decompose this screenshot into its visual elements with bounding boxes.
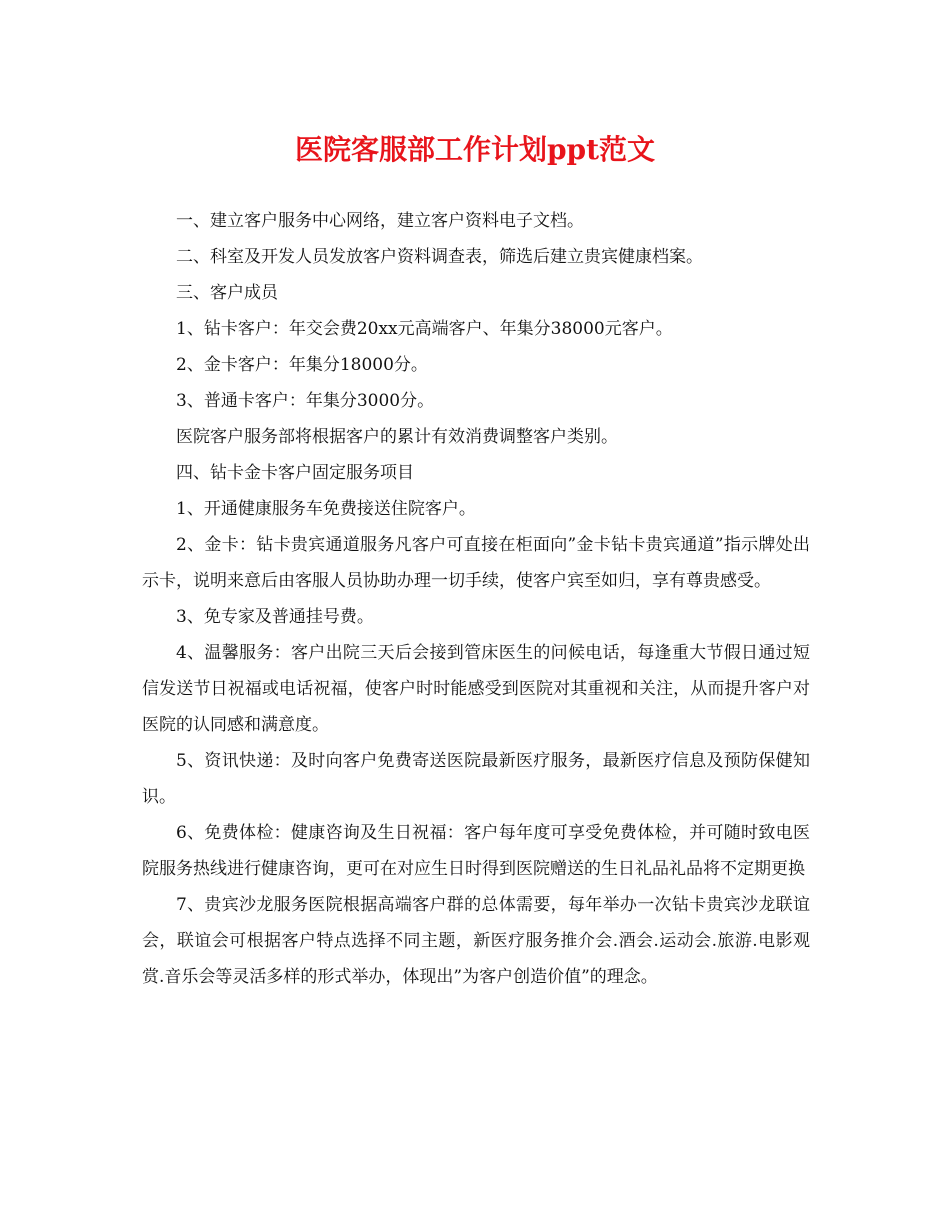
paragraph: 2、金卡：钻卡贵宾通道服务凡客户可直接在柜面向”金卡钻卡贵宾通道”指示牌处出示卡，说明来意后由客服人员协助办理一切手续，使客户宾至如归，享有尊贵感受。 (142, 535, 810, 591)
paragraph: 5、资讯快递：及时向客户免费寄送医院最新医疗服务，最新医疗信息及预防保健知识。 (142, 751, 810, 807)
paragraph: 1、钻卡客户：年交会费20xx元高端客户、年集分38000元客户。 (176, 319, 673, 339)
paragraph: 7、贵宾沙龙服务医院根据高端客户群的总体需要，每年举办一次钻卡贵宾沙龙联谊会，联谊会可根据客户特点选择不同主题，新医疗服务推介会.酒会.运动会.旅游.电影观赏.音乐会等灵活多样的形式举办，体现出”为客户创造价值”的理念。 (142, 895, 810, 987)
paragraph: 四、钻卡金卡客户固定服务项目 (176, 463, 414, 483)
paragraph: 二、科室及开发人员发放客户资料调查表，筛选后建立贵宾健康档案。 (176, 247, 703, 267)
paragraph: 6、免费体检：健康咨询及生日祝福：客户每年度可享受免费体检，并可随时致电医院服务热线进行健康咨询，更可在对应生日时得到医院赠送的生日礼品礼品将不定期更换 (142, 823, 810, 879)
paragraph: 2、金卡客户：年集分18000分。 (176, 355, 428, 375)
paragraph: 医院客户服务部将根据客户的累计有效消费调整客户类别。 (176, 427, 618, 447)
document-body (142, 203, 810, 995)
paragraph: 3、免专家及普通挂号费。 (176, 607, 374, 627)
paragraph: 1、开通健康服务车免费接送住院客户。 (176, 499, 476, 519)
paragraph: 4、温馨服务：客户出院三天后会接到管床医生的问候电话，每逢重大节假日通过短信发送节日祝福或电话祝福，使客户时时能感受到医院对其重视和关注，从而提升客户对医院的认同感和满意度。 (142, 643, 810, 735)
document-title: 医院客服部工作计划ppt范文 (294, 133, 656, 166)
paragraph: 一、建立客户服务中心网络，建立客户资料电子文档。 (176, 211, 584, 231)
paragraph: 三、客户成员 (176, 283, 278, 303)
paragraph: 3、普通卡客户：年集分3000分。 (176, 391, 435, 411)
